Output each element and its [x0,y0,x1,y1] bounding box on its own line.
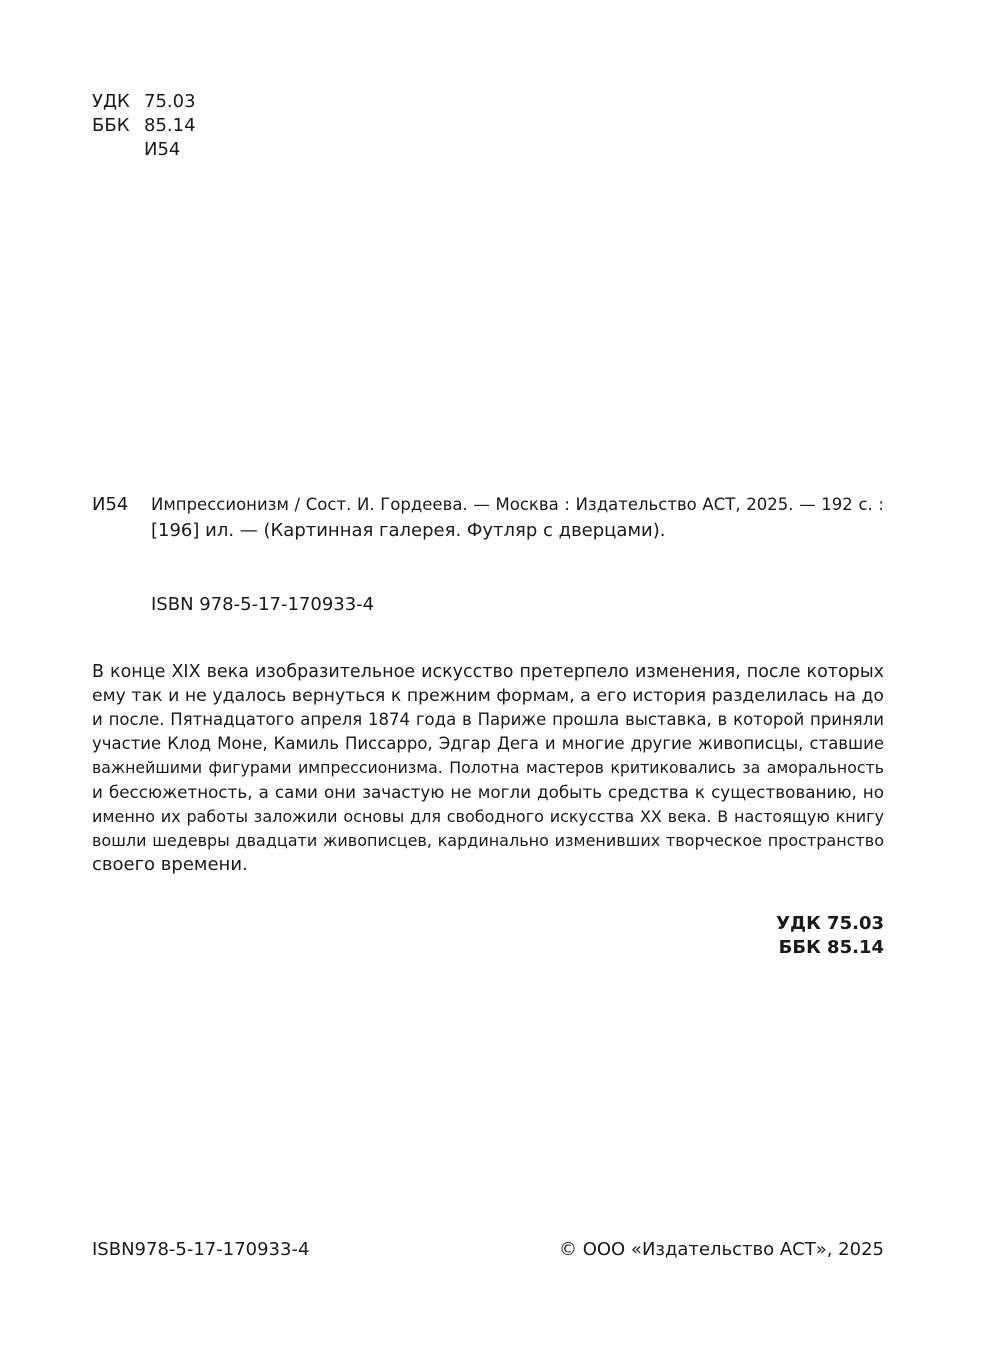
catalog-line-1: Импрессионизм / Сост. И. Гордеева. — Москва : Издательство АСТ, 2025. — 192 с. : [151,495,884,514]
bbk-code: ББК 85.14 [778,937,884,958]
annotation-line: вошли шедевры двадцати живописцев, кардинально изменивших творческое пространство [92,830,884,850]
classification-block-bottom [776,912,884,960]
annotation-line: ему так и не удалось вернуться к прежним формам, а его история разделилась на до [92,686,884,707]
annotation-line: важнейшими фигурами импрессионизма. Полотна мастеров критиковались за аморальность [92,758,884,778]
classification-block-top [92,90,196,162]
bbk-value: 85.14 [144,115,196,136]
catalog-mark: И54 [92,494,129,515]
author-mark: И54 [144,139,181,160]
annotation-line: и бессюжетность, а сами они зачастую не могли добыть средства к существованию, но [92,782,884,803]
bbk-label: ББК [92,115,130,136]
annotation-line: своего времени. [92,853,248,875]
annotation-line: именно их работы заложили основы для свободного искусства XX века. В настоящую книгу [92,806,884,826]
author-mark-row [92,138,196,162]
udk-label: УДК [92,91,130,112]
udk-value: 75.03 [144,91,196,112]
udk-code: УДК 75.03 [776,913,884,934]
bbk-row [92,114,196,138]
annotation-line: и после. Пятнадцатого апреля 1874 года в Париже прошла выставка, в которой приняли [92,710,884,730]
udk-row [92,90,196,114]
footer-isbn: ISBN978-5-17-170933-4 [92,1239,310,1260]
catalog-description [151,492,884,544]
annotation-line: участие Клод Моне, Камиль Писсарро, Эдгар Дега и многие другие живописцы, ставшие [92,734,884,754]
catalog-line-2: [196] ил. — (Картинная галерея. Футляр с дверцами). [151,520,666,541]
copyright-notice: © ООО «Издательство АСТ», 2025 [558,1239,884,1260]
isbn-main: ISBN 978-5-17-170933-4 [151,594,375,615]
annotation-line: В конце XIX века изобразительное искусство претерпело изменения, после которых [92,662,884,682]
annotation-paragraph [92,660,884,877]
